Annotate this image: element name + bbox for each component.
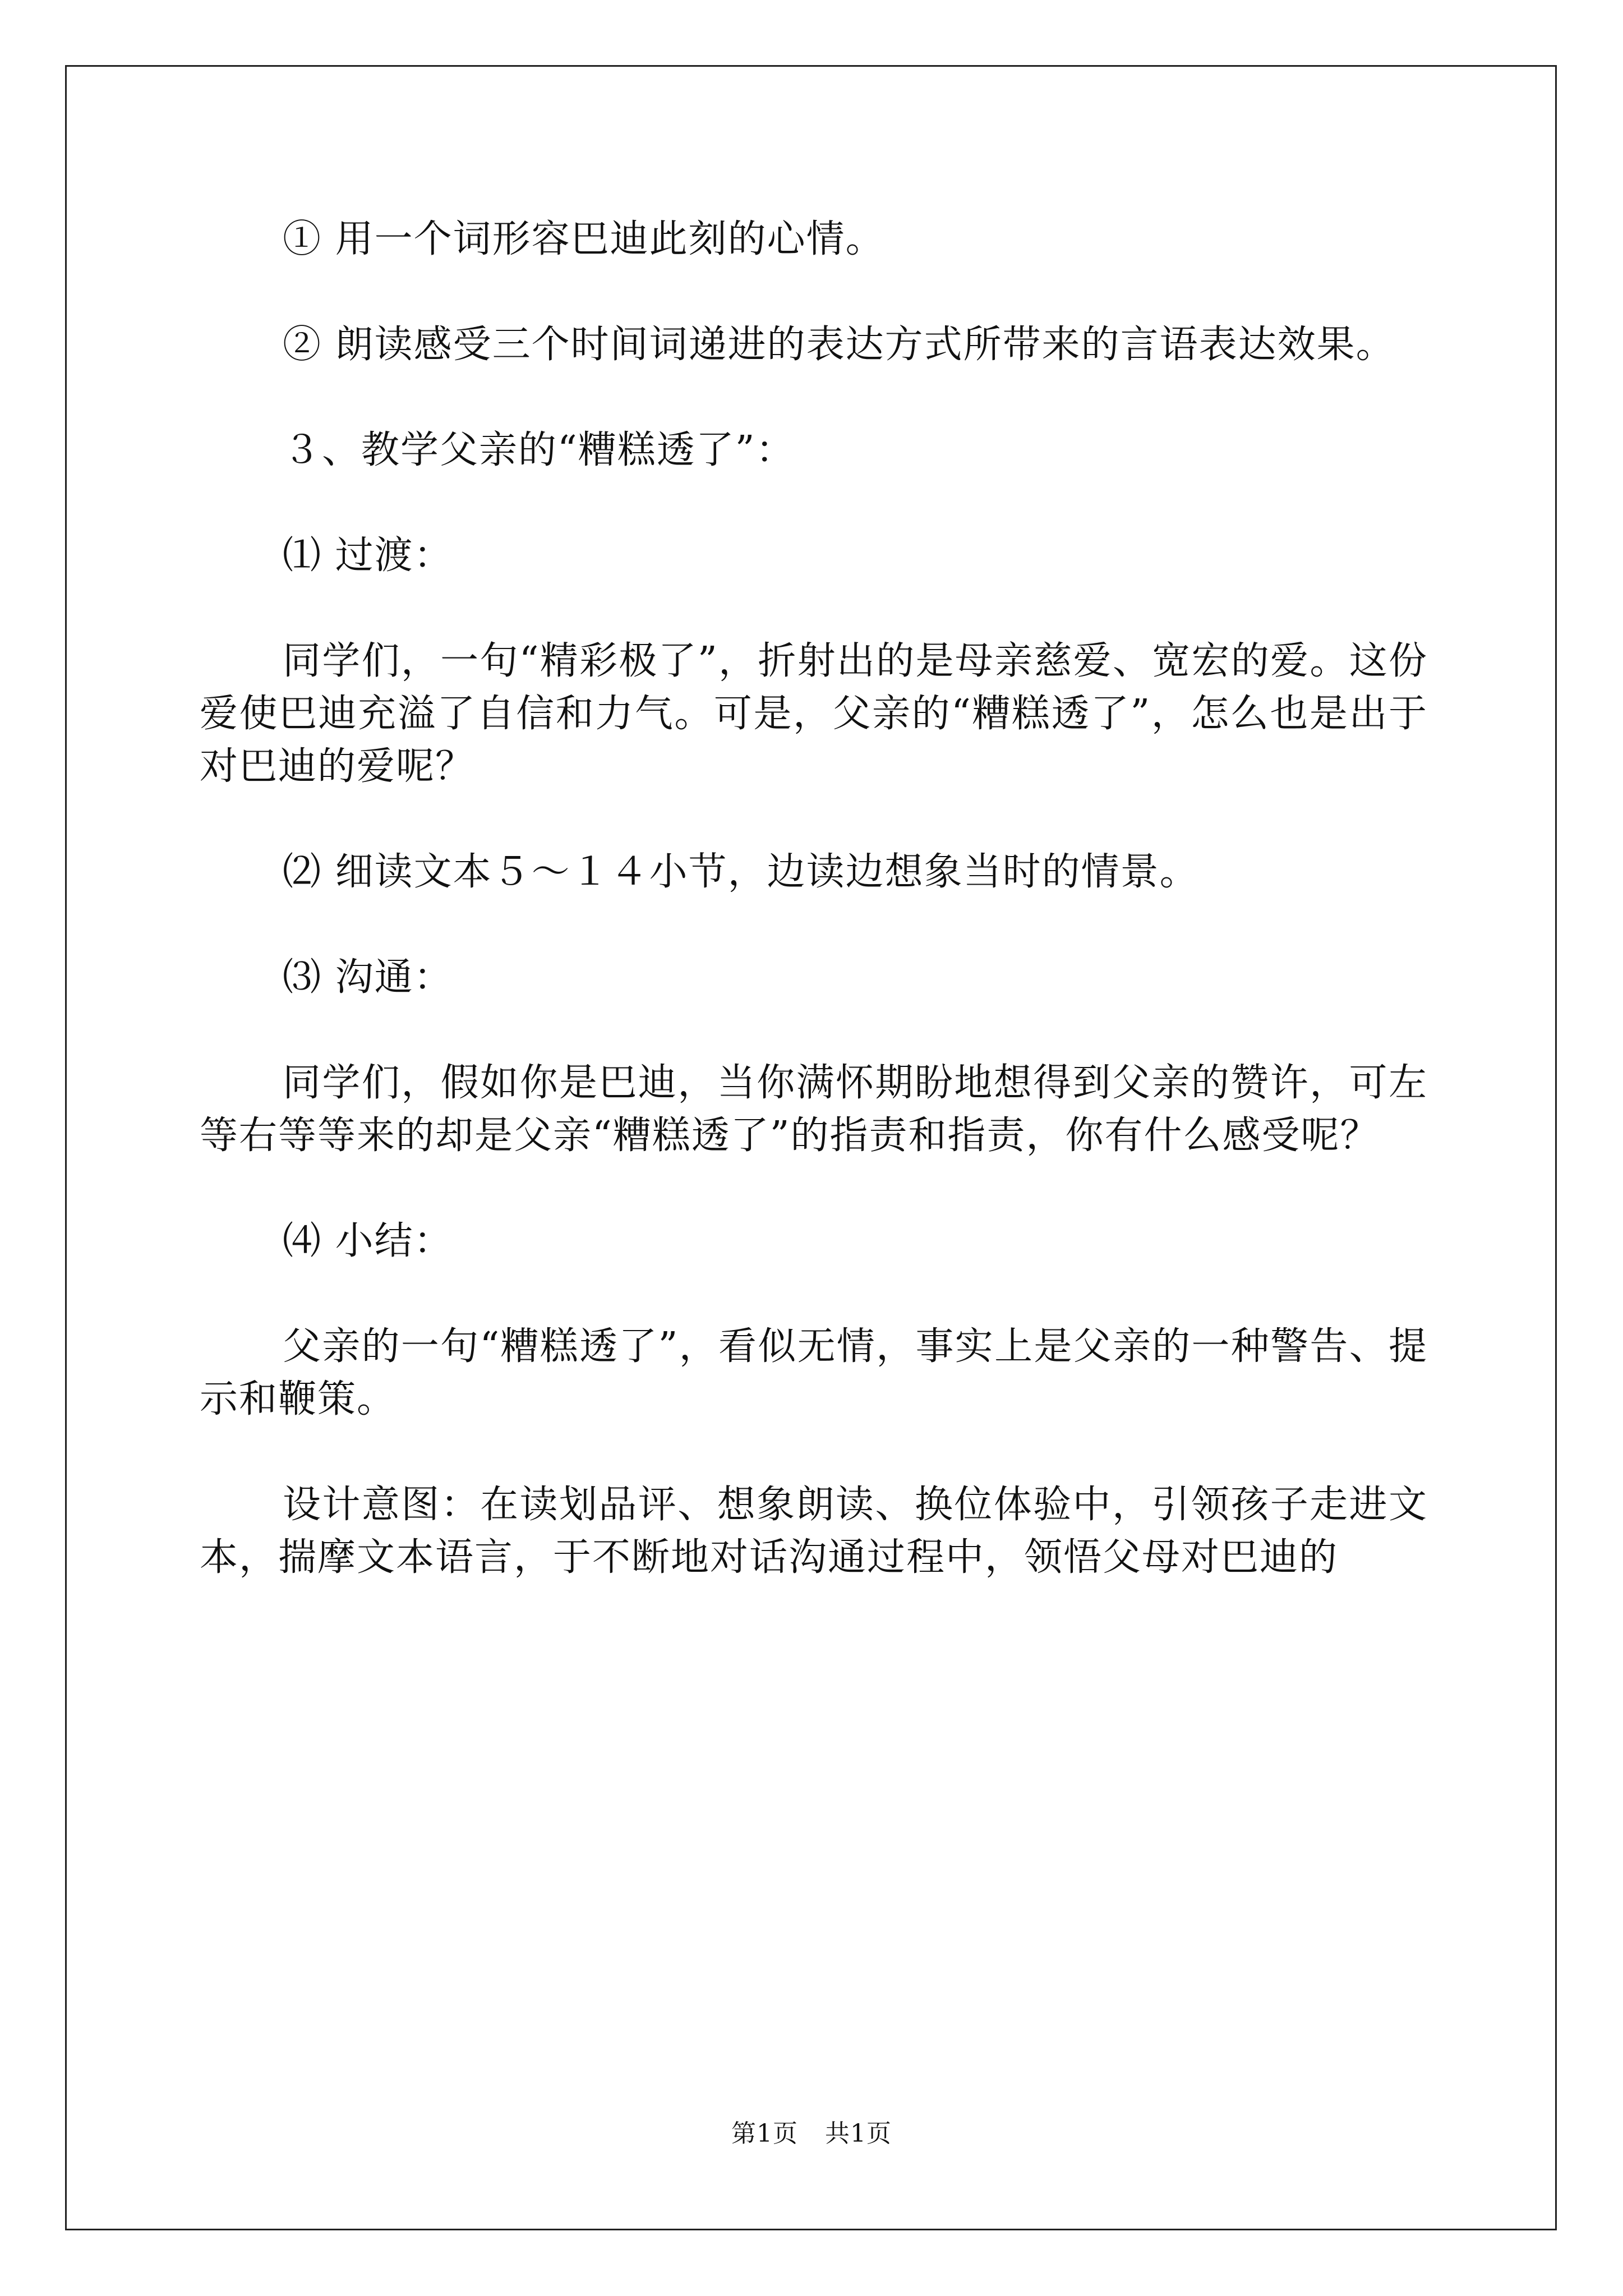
paragraph-summary-body: 父亲的一句“糟糕透了”，看似无情，事实上是父亲的一种警告、提示和鞭策。 [200,1324,1428,1421]
page-number-total: 共1页 [825,2119,892,2148]
paragraph-design-intent: 设计意图：在读划品评、想象朗读、换位体验中，引领孩子走进文本，揣摩文本语言，于不断地对话沟通过程中，领悟父母对巴迪的 [200,1483,1428,1580]
paragraph-close-reading: ⑵ 细读文本５～１４小节，边读边想象当时的情景。 [283,850,1199,894]
paragraph-2: ② 朗读感受三个时间词递进的表达方式所带来的言语表达效果。 [283,323,1395,367]
subheading-communication: ⑶ 沟通： [283,955,453,1000]
paragraph-communication-body: 同学们，假如你是巴迪，当你满怀期盼地想得到父亲的赞许，可左等右等等来的却是父亲“糟糕透了”的指责和指责，你有什么感受呢？ [200,1061,1428,1158]
section-heading-3: ３、教学父亲的“糟糕透了”： [283,428,795,472]
paragraph-1: ① 用一个词形容巴迪此刻的心情。 [283,217,885,261]
document-body [200,213,1428,1637]
subheading-summary: ⑷ 小结： [283,1219,453,1263]
paragraph-transition-body: 同学们，一句“精彩极了”，折射出的是母亲慈爱、宽宏的爱。这份爱使巴迪充溢了自信和力气。可是，父亲的“糟糕透了”，怎么也是出于对巴迪的爱呢？ [200,639,1428,789]
page-footer [0,2118,1623,2150]
subheading-transition: ⑴ 过渡： [283,533,453,578]
page-number-current: 第1页 [731,2119,798,2148]
